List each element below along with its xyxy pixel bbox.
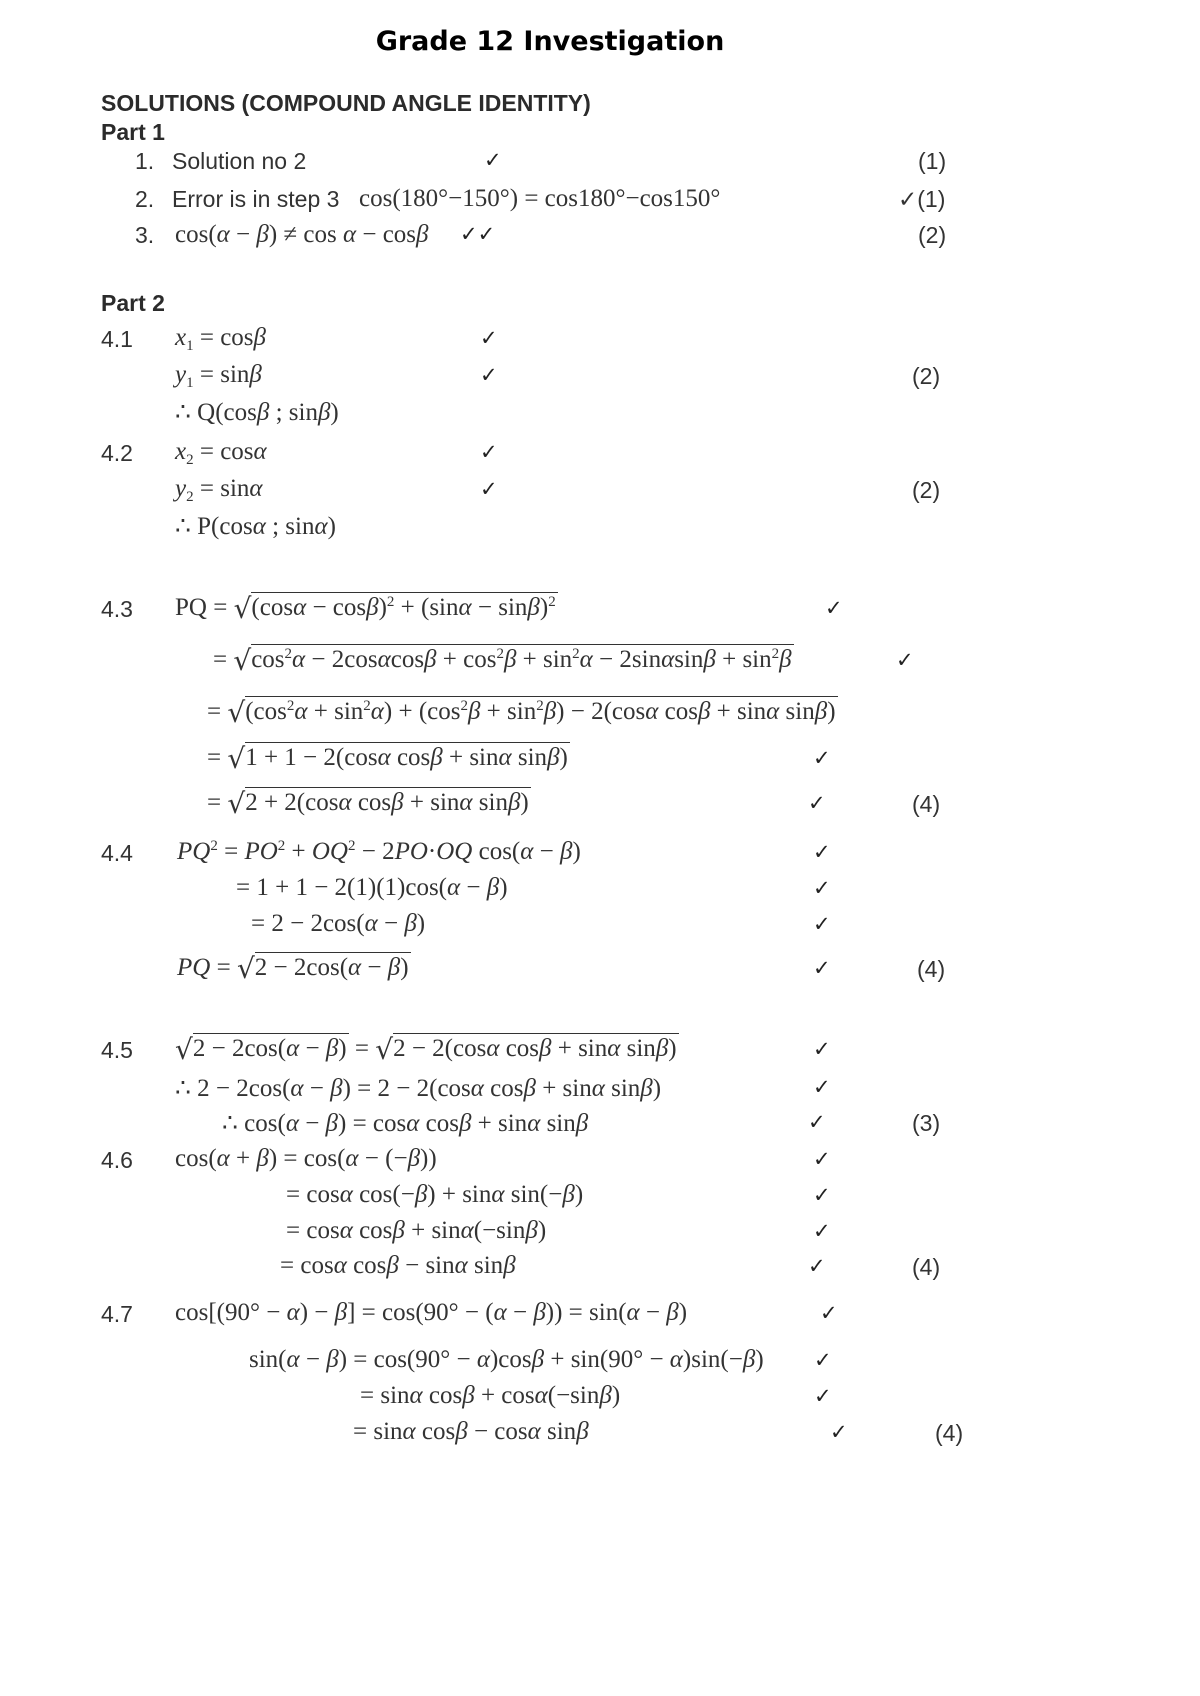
q43-line-5	[0, 787, 1200, 829]
mark-allocation: (3)	[912, 1110, 941, 1136]
q44-line-4	[0, 952, 1200, 994]
q47-line-2	[0, 1348, 1200, 1386]
formula: = 2 − 2cos(α − β)	[251, 910, 426, 937]
check-icon: ✓	[813, 912, 831, 936]
q45-line-3	[0, 1110, 1200, 1148]
check-icon: ✓	[814, 1348, 832, 1372]
check-icon: ✓	[813, 1075, 831, 1099]
formula: $y_1 = \sin\beta$	[175, 361, 262, 391]
formula: = √1 + 1 − 2(cosα cosβ + sinα sinβ)	[207, 742, 568, 775]
q46-line-2	[0, 1183, 1200, 1221]
check-icon: ✓	[480, 440, 498, 464]
formula: $y_2 = \sin\alpha$	[175, 475, 263, 505]
check-icon: ✓	[480, 477, 498, 501]
formula: = cosα cosβ − sinα sinβ	[280, 1252, 516, 1279]
check-icon: ✓	[813, 876, 831, 900]
q44-line-2	[0, 876, 1200, 914]
part1-item-3	[0, 222, 1200, 260]
part1-item-1	[0, 148, 1200, 186]
formula: ∴ P(cosα ; sinα)	[175, 513, 336, 540]
q41-line-1	[0, 326, 1200, 364]
item-number: 1.	[135, 148, 155, 174]
mark-allocation: (4)	[912, 1254, 941, 1280]
question-number: 4.7	[101, 1301, 133, 1327]
check-icon: ✓	[813, 1219, 831, 1243]
question-number: 4.3	[101, 596, 133, 622]
formula: PQ = $√(\cos\alpha - \cos\beta)^2 + (\sin\alpha - \sin\beta)^2$	[175, 592, 556, 625]
part1-item-2	[0, 186, 1200, 224]
check-icon: ✓	[813, 746, 831, 770]
check-icon: ✓	[896, 648, 914, 672]
mark-allocation: (4)	[917, 956, 946, 982]
check-icon: ✓	[484, 148, 502, 172]
mark-allocation: (1)	[918, 148, 947, 174]
formula: = $√(\cos^2\alpha + \sin^2\alpha) + (\cos^2\beta + \sin^2\beta) - 2(\cos\alpha$ cosβ + sinα sinβ)	[207, 696, 836, 729]
mark-allocation: (2)	[918, 222, 947, 248]
page-title: Grade 12 Investigation	[375, 26, 725, 57]
solutions-heading: SOLUTIONS (COMPOUND ANGLE IDENTITY)	[101, 90, 591, 116]
formula: ∴ Q(cosβ ; sinβ)	[175, 399, 339, 426]
formula: sin(α − β) = cos(90° − α)cosβ + sin(90° − α)sin(−β)	[249, 1346, 764, 1373]
check-icon: ✓	[480, 363, 498, 387]
item-formula: cos(180°−150°) = cos180°−cos150°	[359, 185, 721, 212]
question-number: 4.5	[101, 1037, 133, 1063]
item-number: 3.	[135, 222, 155, 248]
q47-line-4	[0, 1420, 1200, 1458]
question-number: 4.6	[101, 1147, 133, 1173]
mark-allocation: (2)	[912, 363, 941, 389]
check-icon: ✓	[825, 596, 843, 620]
check-icon: ✓	[813, 956, 831, 980]
mark-allocation: (4)	[935, 1420, 964, 1446]
check-icon: ✓	[813, 1147, 831, 1171]
q44-line-3	[0, 912, 1200, 950]
q43-line-4	[0, 742, 1200, 784]
part1-heading: Part 1	[101, 119, 165, 145]
q45-line-2	[0, 1075, 1200, 1113]
check-icon: ✓	[820, 1301, 838, 1325]
q42-line-2	[0, 477, 1200, 515]
mark-allocation: (4)	[912, 791, 941, 817]
double-check-icon: ✓✓	[460, 222, 496, 246]
q43-line-2	[0, 644, 1200, 686]
formula: = 1 + 1 − 2(1)(1)cos(α − β)	[236, 874, 508, 901]
formula: $PQ^2 = PO^2 + OQ^2 - 2PO\cdot OQ$ cos(α − β)	[177, 838, 581, 865]
q47-line-1	[0, 1301, 1200, 1339]
q45-line-1	[0, 1033, 1200, 1075]
check-icon: ✓	[813, 840, 831, 864]
check-icon: ✓	[813, 1183, 831, 1207]
q42-line-3	[0, 513, 1200, 551]
formula: = $√\cos^2\alpha - 2\cos\alpha\cos\beta + \cos^2\beta + \sin^2\alpha - 2\sin\alpha\sin\beta + \sin^2\beta$	[213, 644, 792, 677]
item-number: 2.	[135, 186, 155, 212]
formula: √2 − 2cos(α − β) = √2 − 2(cosα cosβ + sinα sinβ)	[175, 1033, 677, 1066]
formula: $x_2 = \cos\alpha$	[175, 438, 267, 468]
question-number: 4.1	[101, 326, 133, 352]
q41-line-2	[0, 363, 1200, 401]
item-text: Solution no 2	[172, 148, 307, 174]
q47-line-3	[0, 1384, 1200, 1422]
check-icon: ✓	[830, 1420, 848, 1444]
q46-line-4	[0, 1254, 1200, 1292]
formula: = sinα cosβ + cosα(−sinβ)	[360, 1382, 621, 1409]
formula: PQ = √2 − 2cos(α − β)	[177, 952, 409, 985]
check-icon: ✓	[814, 1384, 832, 1408]
formula: cos[(90° − α) − β] = cos(90° − (α − β)) = sin(α − β)	[175, 1299, 688, 1326]
check-icon: ✓	[813, 1037, 831, 1061]
mark-allocation: (2)	[912, 477, 941, 503]
q41-line-3	[0, 399, 1200, 437]
formula: = cosα cosβ + sinα(−sinβ)	[286, 1217, 547, 1244]
q42-line-1	[0, 440, 1200, 478]
q46-line-3	[0, 1219, 1200, 1257]
check-icon: ✓	[480, 326, 498, 350]
question-number: 4.4	[101, 840, 133, 866]
question-number: 4.2	[101, 440, 133, 466]
q46-line-1	[0, 1147, 1200, 1185]
formula: = cosα cos(−β) + sinα sin(−β)	[286, 1181, 584, 1208]
q43-line-1	[0, 592, 1200, 634]
check-icon: ✓	[808, 1254, 826, 1278]
formula: = √2 + 2(cosα cosβ + sinα sinβ)	[207, 787, 529, 820]
formula: ∴ cos(α − β) = cosα cosβ + sinα sinβ	[222, 1110, 589, 1137]
formula: $x_1 = \cos\beta$	[175, 324, 266, 354]
item-formula: cos(α − β) ≠ cos α − cosβ	[175, 221, 429, 248]
formula: ∴ 2 − 2cos(α − β) = 2 − 2(cosα cosβ + sinα sinβ)	[175, 1075, 662, 1102]
part2-heading: Part 2	[101, 290, 165, 316]
item-text: Error is in step 3	[172, 186, 340, 212]
check-icon: ✓	[808, 1110, 826, 1134]
formula: cos(α + β) = cos(α − (−β))	[175, 1145, 437, 1172]
check-icon: ✓	[808, 791, 826, 815]
mark-allocation: ✓(1)	[898, 186, 946, 212]
q44-line-1	[0, 840, 1200, 878]
formula: = sinα cosβ − cosα sinβ	[353, 1418, 589, 1445]
q43-line-3	[0, 696, 1200, 738]
